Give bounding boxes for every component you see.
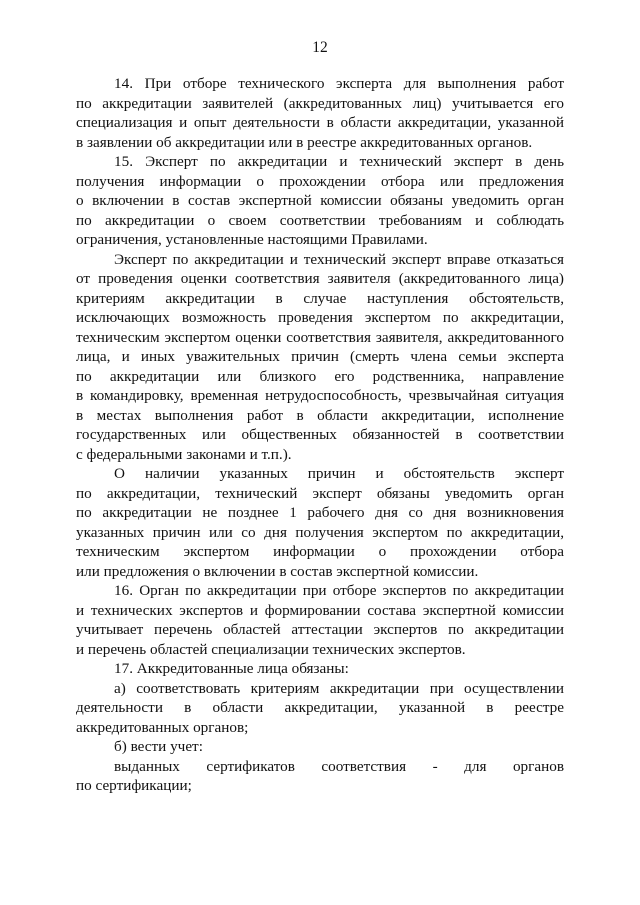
text-line: 17. Аккредитованные лица обязаны: — [114, 660, 349, 677]
text-line: критериям аккредитации в случае наступления обстоятельств, — [76, 289, 564, 307]
text-line: и технических экспертов и формировании состава экспертной комиссии — [76, 601, 564, 619]
text-line: по аккредитации, технический эксперт обязаны уведомить орган — [76, 484, 564, 502]
text-line: в заявлении об аккредитации или в реестре аккредитованных органов. — [76, 133, 533, 151]
paragraph — [76, 74, 564, 152]
text-line: по сертификации; — [76, 777, 192, 794]
text-line: аккредитованных органов; — [76, 718, 249, 736]
text-line: а) соответствовать критериям аккредитации при осуществлении — [114, 679, 564, 697]
paragraph — [76, 737, 564, 757]
text-line: указанных причин или со дня получения экспертом по аккредитации, — [76, 523, 564, 541]
paragraph — [76, 679, 564, 738]
text-line: в местах выполнения работ в области аккредитации, исполнение — [76, 406, 564, 424]
text-line: и перечень областей специализации технических экспертов. — [76, 640, 466, 658]
text-line: исключающих возможность проведения экспертом по аккредитации, — [76, 309, 564, 326]
text-line: получения информации о прохождении отбора или предложения — [76, 172, 564, 190]
text-line: лица, и иных уважительных причин (смерть члена семьи эксперта — [76, 348, 564, 365]
text-line: от проведения оценки соответствия заявителя (аккредитованного лица) — [76, 270, 564, 287]
text-line: 14. При отборе технического эксперта для выполнения работ — [114, 75, 564, 92]
text-line: выданных сертификатов соответствия - для органов — [114, 757, 564, 775]
text-line: в командировку, временная нетрудоспособность, чрезвычайная ситуация — [76, 387, 564, 404]
paragraph — [76, 152, 564, 250]
text-line: 15. Эксперт по аккредитации и технический эксперт в день — [114, 153, 564, 170]
page-number: 12 — [312, 39, 328, 56]
text-line: О наличии указанных причин и обстоятельств эксперт — [114, 465, 564, 482]
text-line: о включении в состав экспертной комиссии обязаны уведомить орган — [76, 192, 564, 209]
text-line: по аккредитации о своем соответствии требованиям и соблюдать — [76, 211, 564, 229]
text-line: с федеральными законами и т.п.). — [76, 445, 292, 463]
paragraph — [76, 581, 564, 659]
text-line: по аккредитации или близкого его родственника, направление — [76, 367, 564, 385]
text-line: Эксперт по аккредитации и технический эксперт вправе отказаться — [114, 250, 564, 268]
text-line: учитывает перечень областей аттестации экспертов по аккредитации — [76, 621, 564, 638]
paragraph — [76, 464, 564, 581]
text-line: техническим экспертом информации о прохождении отбора — [76, 543, 564, 560]
document-body — [76, 74, 564, 796]
text-line: ограничения, установленные настоящими Правилами. — [76, 231, 428, 248]
text-line: государственных или общественных обязанностей в соответствии — [76, 426, 564, 443]
text-line: или предложения о включении в состав экспертной комиссии. — [76, 562, 479, 580]
text-line: 16. Орган по аккредитации при отборе экспертов по аккредитации — [114, 582, 564, 599]
paragraph — [76, 757, 564, 796]
text-line: по аккредитации заявителей (аккредитованных лиц) учитывается его — [76, 94, 564, 112]
text-line: специализация и опыт деятельности в области аккредитации, указанной — [76, 114, 564, 131]
paragraph — [76, 250, 564, 465]
text-line: техническим экспертом оценки соответствия заявителя, аккредитованного — [76, 328, 564, 346]
text-line: деятельности в области аккредитации, указанной в реестре — [76, 699, 564, 716]
paragraph — [76, 659, 564, 679]
text-line: по аккредитации не позднее 1 рабочего дня со дня возникновения — [76, 504, 564, 521]
text-line: б) вести учет: — [114, 738, 203, 755]
